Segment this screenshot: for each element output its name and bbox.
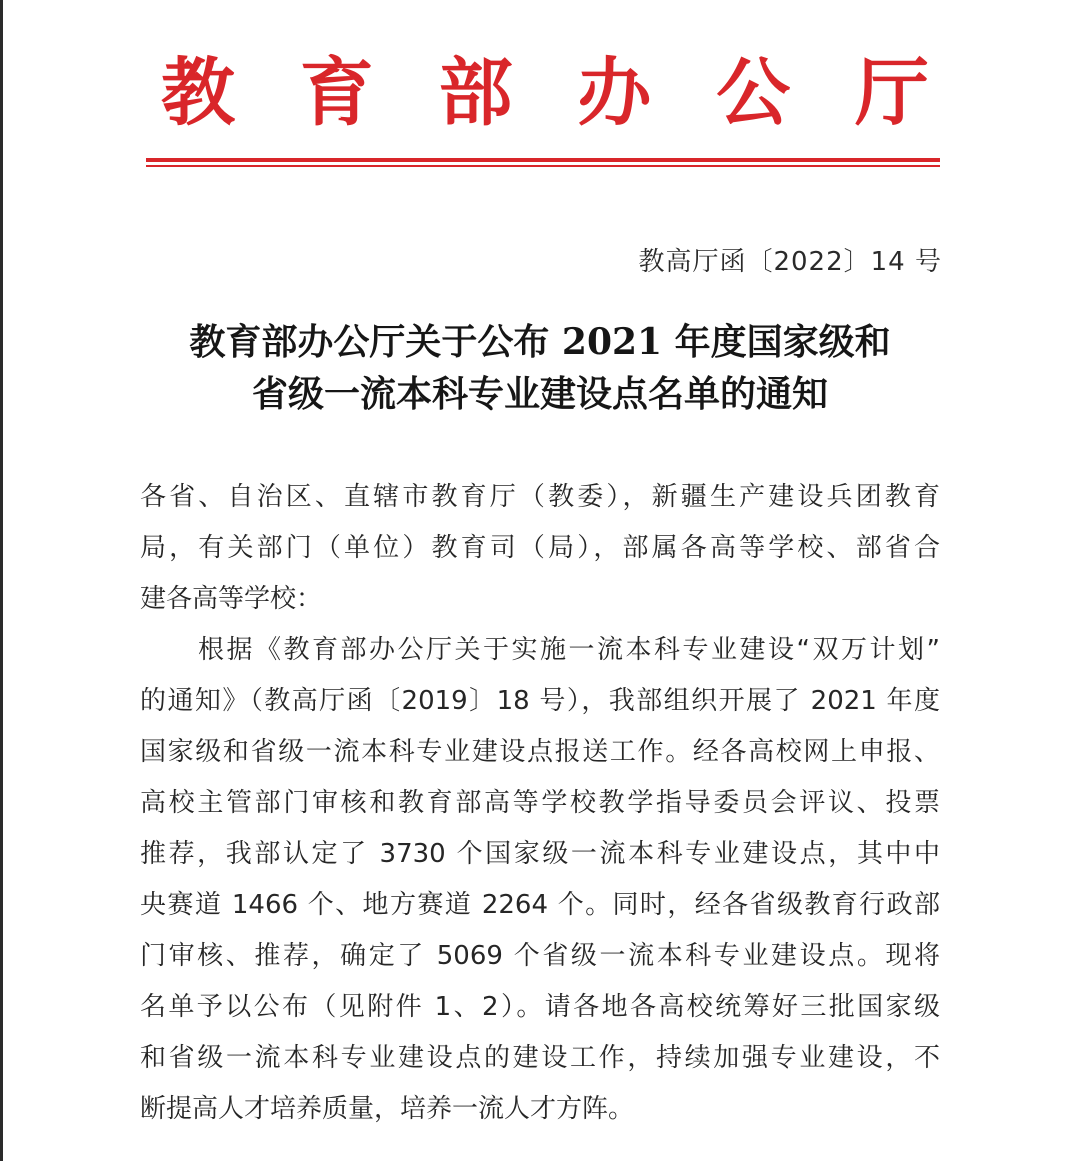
body-line: 推荐，我部认定了 3730 个国家级一流本科专业建设点，其中中	[140, 839, 940, 869]
title-line: 教育部办公厅关于公布 2021 年度国家级和	[189, 321, 891, 363]
masthead-char: 厅	[854, 50, 929, 136]
document-number: 教高厅函〔2022〕14 号	[638, 247, 942, 277]
red-divider-thin	[146, 165, 940, 167]
body-line: 门审核、推荐，确定了 5069 个省级一流本科专业建设点。现将	[140, 941, 940, 971]
masthead-char: 办	[577, 50, 652, 136]
body-line: 和省级一流本科专业建设点的建设工作，持续加强专业建设，不	[140, 1043, 940, 1073]
body-line: 的通知》（教高厅函〔2019〕18 号），我部组织开展了 2021 年度	[140, 686, 940, 716]
document-title	[140, 316, 940, 420]
body-line: 高校主管部门审核和教育部高等学校教学指导委员会评议、投票	[140, 788, 940, 818]
page-edge	[0, 0, 3, 1161]
body-line: 局，有关部门（单位）教育司（局），部属各高等学校、部省合	[140, 533, 940, 563]
body-line: 名单予以公布（见附件 1、2）。请各地各高校统筹好三批国家级	[140, 992, 940, 1022]
body-line: 国家级和省级一流本科专业建设点报送工作。经各高校网上申报、	[140, 737, 940, 767]
body-line: 断提高人才培养质量，培养一流人才方阵。	[140, 1094, 635, 1124]
document-body	[140, 472, 940, 1135]
masthead-char: 教	[161, 50, 235, 136]
body-line: 建各高等学校：	[140, 584, 323, 614]
red-divider-thick	[146, 158, 940, 162]
masthead-char: 公	[716, 50, 791, 136]
red-divider	[146, 158, 940, 167]
masthead	[150, 48, 940, 138]
masthead-char: 部	[438, 50, 513, 136]
body-line: 各省、自治区、直辖市教育厅（教委），新疆生产建设兵团教育	[140, 482, 940, 512]
body-line: 央赛道 1466 个、地方赛道 2264 个。同时，经各省级教育行政部	[140, 890, 940, 920]
body-line: 根据《教育部办公厅关于实施一流本科专业建设“双万计划”	[198, 635, 940, 665]
masthead-char: 育	[299, 50, 374, 136]
title-line: 省级一流本科专业建设点名单的通知	[251, 373, 828, 415]
